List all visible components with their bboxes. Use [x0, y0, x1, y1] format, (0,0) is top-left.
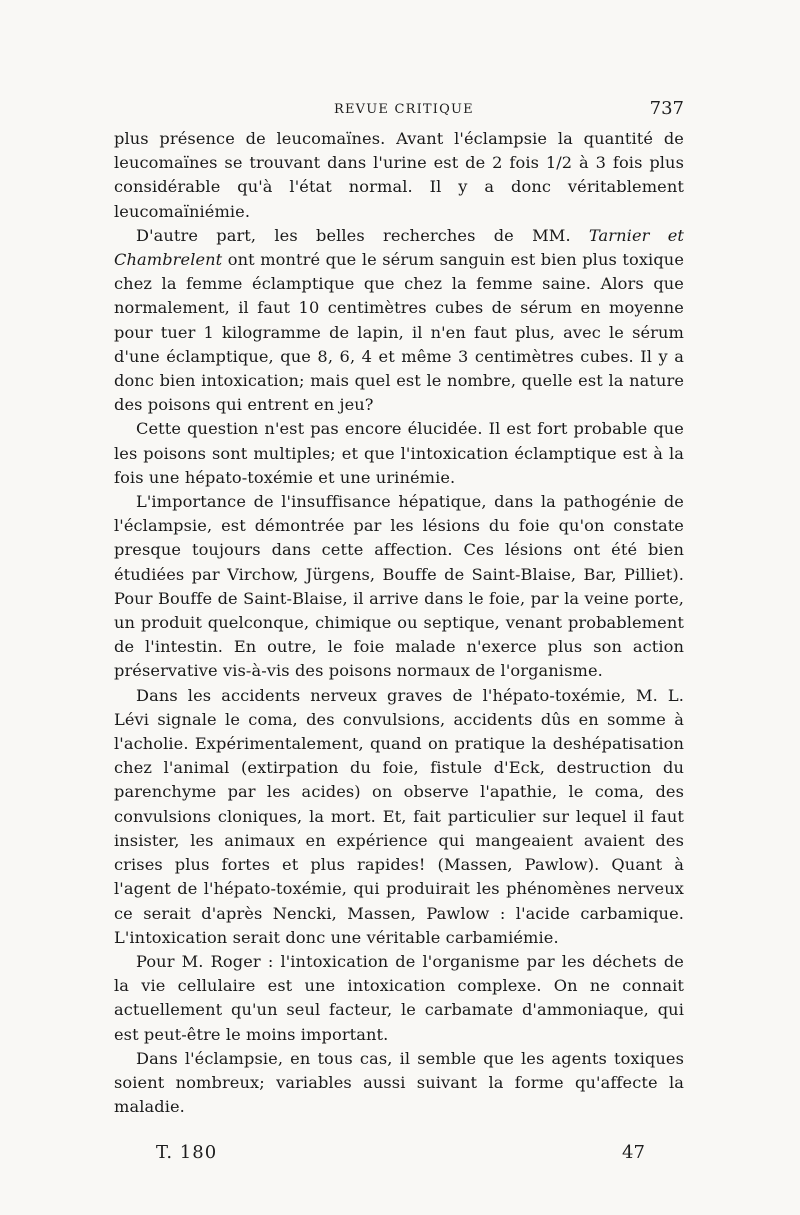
signature-number: 47 [622, 1142, 645, 1163]
paragraph-3: Cette question n'est pas encore élucidée. Il est fort probable que les poisons sont multiples; et que l'intoxication éclamptique est à la fois une hépato-toxémie et une urinémie. [114, 419, 684, 487]
paragraph-2-end: ont montré que le sérum sanguin est bien plus toxique chez la femme éclamptique que chez la femme saine. Alors que normalement, il faut 10 centimètres cubes de sérum en moyenne pour tuer 1 kilogramme de lapin, il n'en faut plus, avec le sérum d'une éclamptique, que 8, 6, 4 et même 3 centimètres cubes. Il y a donc bien intoxication; mais quel est le nombre, quelle est la nature des poisons qui entrent en jeu? [114, 250, 684, 415]
paragraph-4: L'importance de l'insuffisance hépatique, dans la pathogénie de l'éclampsie, est démontrée par les lésions du foie qu'on constate presque toujours dans cette affection. Ces lésions ont été bien étudiées par Virchow, Jürgens, Bouffe de Saint-Blaise, Bar, Pilliet). Pour Bouffe de Saint-Blaise, il arrive dans le foie, par la veine porte, un produit quelconque, chimique ou septique, venant probablement de l'intestin. En outre, le foie malade n'exerce plus son action préservative vis-à-vis des poisons normaux de l'organisme. [114, 492, 684, 681]
body-text [114, 127, 684, 1119]
paragraph-2 [114, 224, 684, 418]
page-footer [114, 1142, 684, 1168]
running-head: REVUE CRITIQUE [334, 102, 474, 117]
page-number: 737 [649, 98, 684, 119]
paragraph-7: Dans l'éclampsie, en tous cas, il semble que les agents toxiques soient nombreux; variables aussi suivant la forme qu'affecte la maladie. [114, 1048, 684, 1117]
page-header [114, 98, 684, 122]
paragraph-2-start: D'autre part, les belles recherches de MM. [136, 225, 589, 245]
authors-italic: Tarnier et Chambrelent [114, 225, 684, 270]
paragraph-5: Dans les accidents nerveux graves de l'hépato-toxémie, M. L. Lévi signale le coma, des convulsions, accidents dûs en somme à l'acholie. Expérimentalement, quand on pratique la deshépatisation chez l'animal (extirpation du foie, fistule d'Eck, destruction du parenchyme par les acides) on observe l'apathie, le coma, des convulsions cloniques, la mort. Et, fait particulier sur lequel il faut insister, les animaux en expérience qui mangeaient avaient des crises plus fortes et plus rapides! (Massen, Pawlow). Quant à l'agent de l'hépato-toxémie, qui produirait les phénomènes nerveux ce serait d'après Nencki, Massen, Pawlow : l'acide carbamique. L'intoxication serait donc une véritable carbamiémie. [114, 685, 684, 947]
paragraph-1: plus présence de leucomaïnes. Avant l'éclampsie la quantité de leucomaïnes se trouvant dans l'urine est de 2 fois 1/2 à 3 fois plus considérable qu'à l'état normal. Il y a donc véritablement leucomaïniémie. [114, 129, 684, 221]
signature-mark: T. 180 [156, 1142, 218, 1163]
paragraph-6: Pour M. Roger : l'intoxication de l'organisme par les déchets de la vie cellulaire est une intoxication complexe. On ne connait actuellement qu'un seul facteur, le carbamate d'ammoniaque, qui est peut-être le moins important. [114, 951, 684, 1044]
